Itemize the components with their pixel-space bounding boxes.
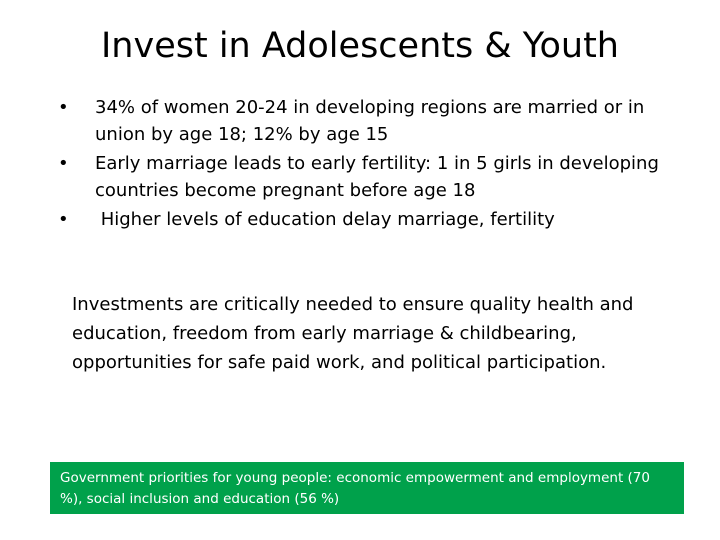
bullet-icon: •	[58, 153, 69, 174]
callout-text: Government priorities for young people: economic empowerment and employment (70 %), social inclusion and education (56 %)	[60, 470, 650, 507]
bullet-item	[58, 94, 678, 148]
callout-box	[50, 462, 684, 514]
bullet-text: 34% of women 20-24 in developing regions are married or in union by age 18; 12% by age 15	[95, 97, 645, 145]
bullet-icon: •	[58, 97, 69, 118]
bullet-list	[58, 94, 678, 235]
bullet-icon: •	[58, 209, 69, 230]
bullet-text: Early marriage leads to early fertility: 1 in 5 girls in developing countries become pregnant before age 18	[95, 153, 659, 201]
bullet-item	[58, 206, 678, 233]
bullet-item	[58, 150, 678, 204]
bullet-text: Higher levels of education delay marriage, fertility	[95, 209, 555, 230]
slide-title: Invest in Adolescents & Youth	[100, 26, 619, 66]
body-paragraph: Investments are critically needed to ensure quality health and education, freedom from early marriage & childbearing, opportunities for safe paid work, and political participation.	[72, 294, 634, 373]
